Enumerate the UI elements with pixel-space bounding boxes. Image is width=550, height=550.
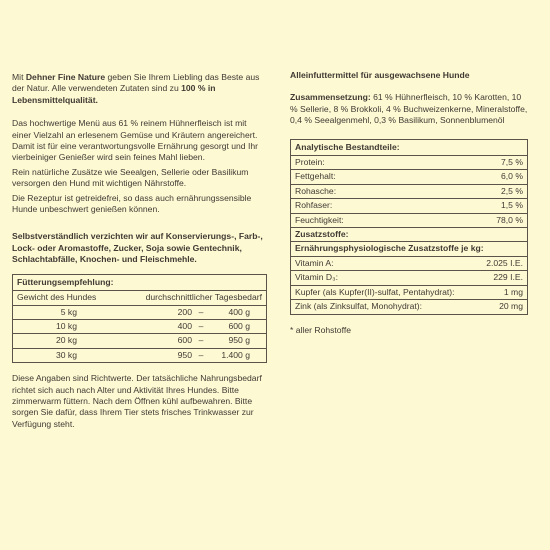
row-from: 950 (177, 349, 192, 360)
brand-name: Dehner Fine Nature (25, 72, 106, 82)
composition-label: Zusammensetzung: (290, 92, 371, 103)
row-sep: – (198, 306, 204, 317)
row-label: Protein: (295, 157, 325, 168)
intro-paragraph (12, 72, 267, 106)
row-value: 20 mg (499, 301, 523, 312)
table-row (291, 214, 527, 228)
table-row (291, 156, 527, 170)
row-sep: – (198, 335, 204, 346)
nutritional-additives-title: Ernährungsphysiologische Zusatzstoffe je kg: (291, 242, 527, 256)
analysis-table (290, 139, 528, 315)
table-row (13, 320, 266, 334)
row-label: Vitamin A: (295, 257, 334, 268)
row-value: 6,0 % (501, 171, 523, 182)
row-value: 7,5 % (501, 157, 523, 168)
table-row (291, 199, 527, 213)
table-row (291, 185, 527, 199)
table-row (291, 300, 527, 313)
row-value: 78,0 % (496, 214, 523, 225)
row-from: 200 (177, 306, 192, 317)
guidance-paragraph: Diese Angaben sind Richtwerte. Der tatsächliche Nahrungsbedarf richtet sich auch nach Alter und Aktivität Ihres Hundes. Bitte zimmerwarm füttern. Nach dem Öffnen kühl aufbewahren. Bitte sorgen Sie dafür, dass Ihrem Tier stets frisches Trinkwasser zur Verfügung steht. (12, 373, 262, 429)
row-label: Fettgehalt: (295, 171, 336, 182)
row-weight: 30 kg (55, 349, 77, 360)
row-from: 600 (177, 335, 192, 346)
table-row (291, 286, 527, 300)
row-sep: – (198, 349, 204, 360)
feeding-table-header (13, 291, 266, 305)
row-label: Feuchtigkeit: (295, 214, 344, 225)
description-paragraph: Das hochwertige Menü aus 61 % reinem Hühnerfleisch ist mit einer Vielzahl an erlesenem Gemüse und Kräutern angereichert. Damit ist für eine verantwortungsvolle Ernährung gesorgt und Ihr vierbeiniger Genießer wird sein feines Mahl lieben. (12, 118, 259, 163)
right-column (290, 70, 528, 336)
intro-pre: Mit (12, 72, 26, 82)
row-weight: 20 kg (55, 335, 77, 346)
left-column (12, 72, 267, 430)
row-to: 400 g (228, 306, 250, 317)
row-sep: – (198, 320, 204, 331)
table-row (291, 271, 527, 285)
row-value: 229 I.E. (493, 272, 523, 283)
row-value: 2.025 I.E. (486, 257, 523, 268)
additives-paragraph: Rein natürliche Zusätze wie Seealgen, Sellerie oder Basilikum versorgen den Hund mit wichtigen Nährstoffe. (12, 166, 249, 189)
composition-text: 61 % Hühnerfleisch, 10 % Karotten, 10 % Sellerie, 8 % Brokkoli, 4 % Buchweizenkerne, Mineralstoffe, 0,4 % Seealgenmehl, 0,3 % Basilikum, Sonnenblumenöl (290, 92, 528, 126)
exclusions-paragraph: Selbstverständlich verzichten wir auf Konservierungs-, Farb-, Lock- oder Aromastoffe, Zucker, Soja sowie Gentechnik, Schlachtabfälle, Knochen- und Fleischmehle. (12, 231, 263, 265)
table-row (13, 334, 266, 348)
row-value: 1,5 % (501, 200, 523, 211)
row-to: 1.400 g (221, 349, 250, 360)
quality-claim: 100 % in Lebensmittelqualität. (12, 83, 216, 105)
col-weight-header: Gewicht des Hundes (17, 292, 97, 303)
row-from: 400 (177, 320, 192, 331)
analysis-title: Analytische Bestandteile: (291, 140, 527, 156)
row-value: 1 mg (503, 286, 523, 297)
row-label: Vitamin D₃: (295, 272, 338, 283)
col-need-header: durchschnittlicher Tagesbedarf (145, 292, 262, 303)
row-to: 600 g (228, 320, 250, 331)
feeding-table-title: Fütterungsempfehlung: (13, 275, 266, 291)
feeding-table (12, 274, 267, 363)
row-to: 950 g (228, 335, 250, 346)
table-row (291, 257, 527, 271)
product-type-title: Alleinfuttermittel für ausgewachsene Hunde (290, 70, 470, 80)
row-weight: 5 kg (60, 306, 77, 317)
row-label: Kupfer (als Kupfer(II)-sulfat, Pentahydrat): (295, 286, 455, 297)
additives-title: Zusatzstoffe: (291, 228, 527, 242)
row-label: Rohasche: (295, 185, 337, 196)
table-row (13, 306, 266, 320)
intro-mid: geben Sie Ihrem Liebling das Beste aus der Natur. Alle verwendeten Zutaten sind zu (12, 72, 260, 94)
table-row (13, 349, 266, 362)
row-weight: 10 kg (55, 320, 77, 331)
row-value: 2,5 % (501, 185, 523, 196)
row-label: Zink (als Zinksulfat, Monohydrat): (295, 301, 423, 312)
row-label: Rohfaser: (295, 200, 333, 211)
footnote: * aller Rohstoffe (290, 324, 351, 335)
table-row (291, 170, 527, 184)
grain-free-paragraph: Die Rezeptur ist getreidefrei, so dass auch ernährungssensible Hunde unbeschwert genießen können. (12, 192, 252, 215)
composition (290, 92, 528, 126)
